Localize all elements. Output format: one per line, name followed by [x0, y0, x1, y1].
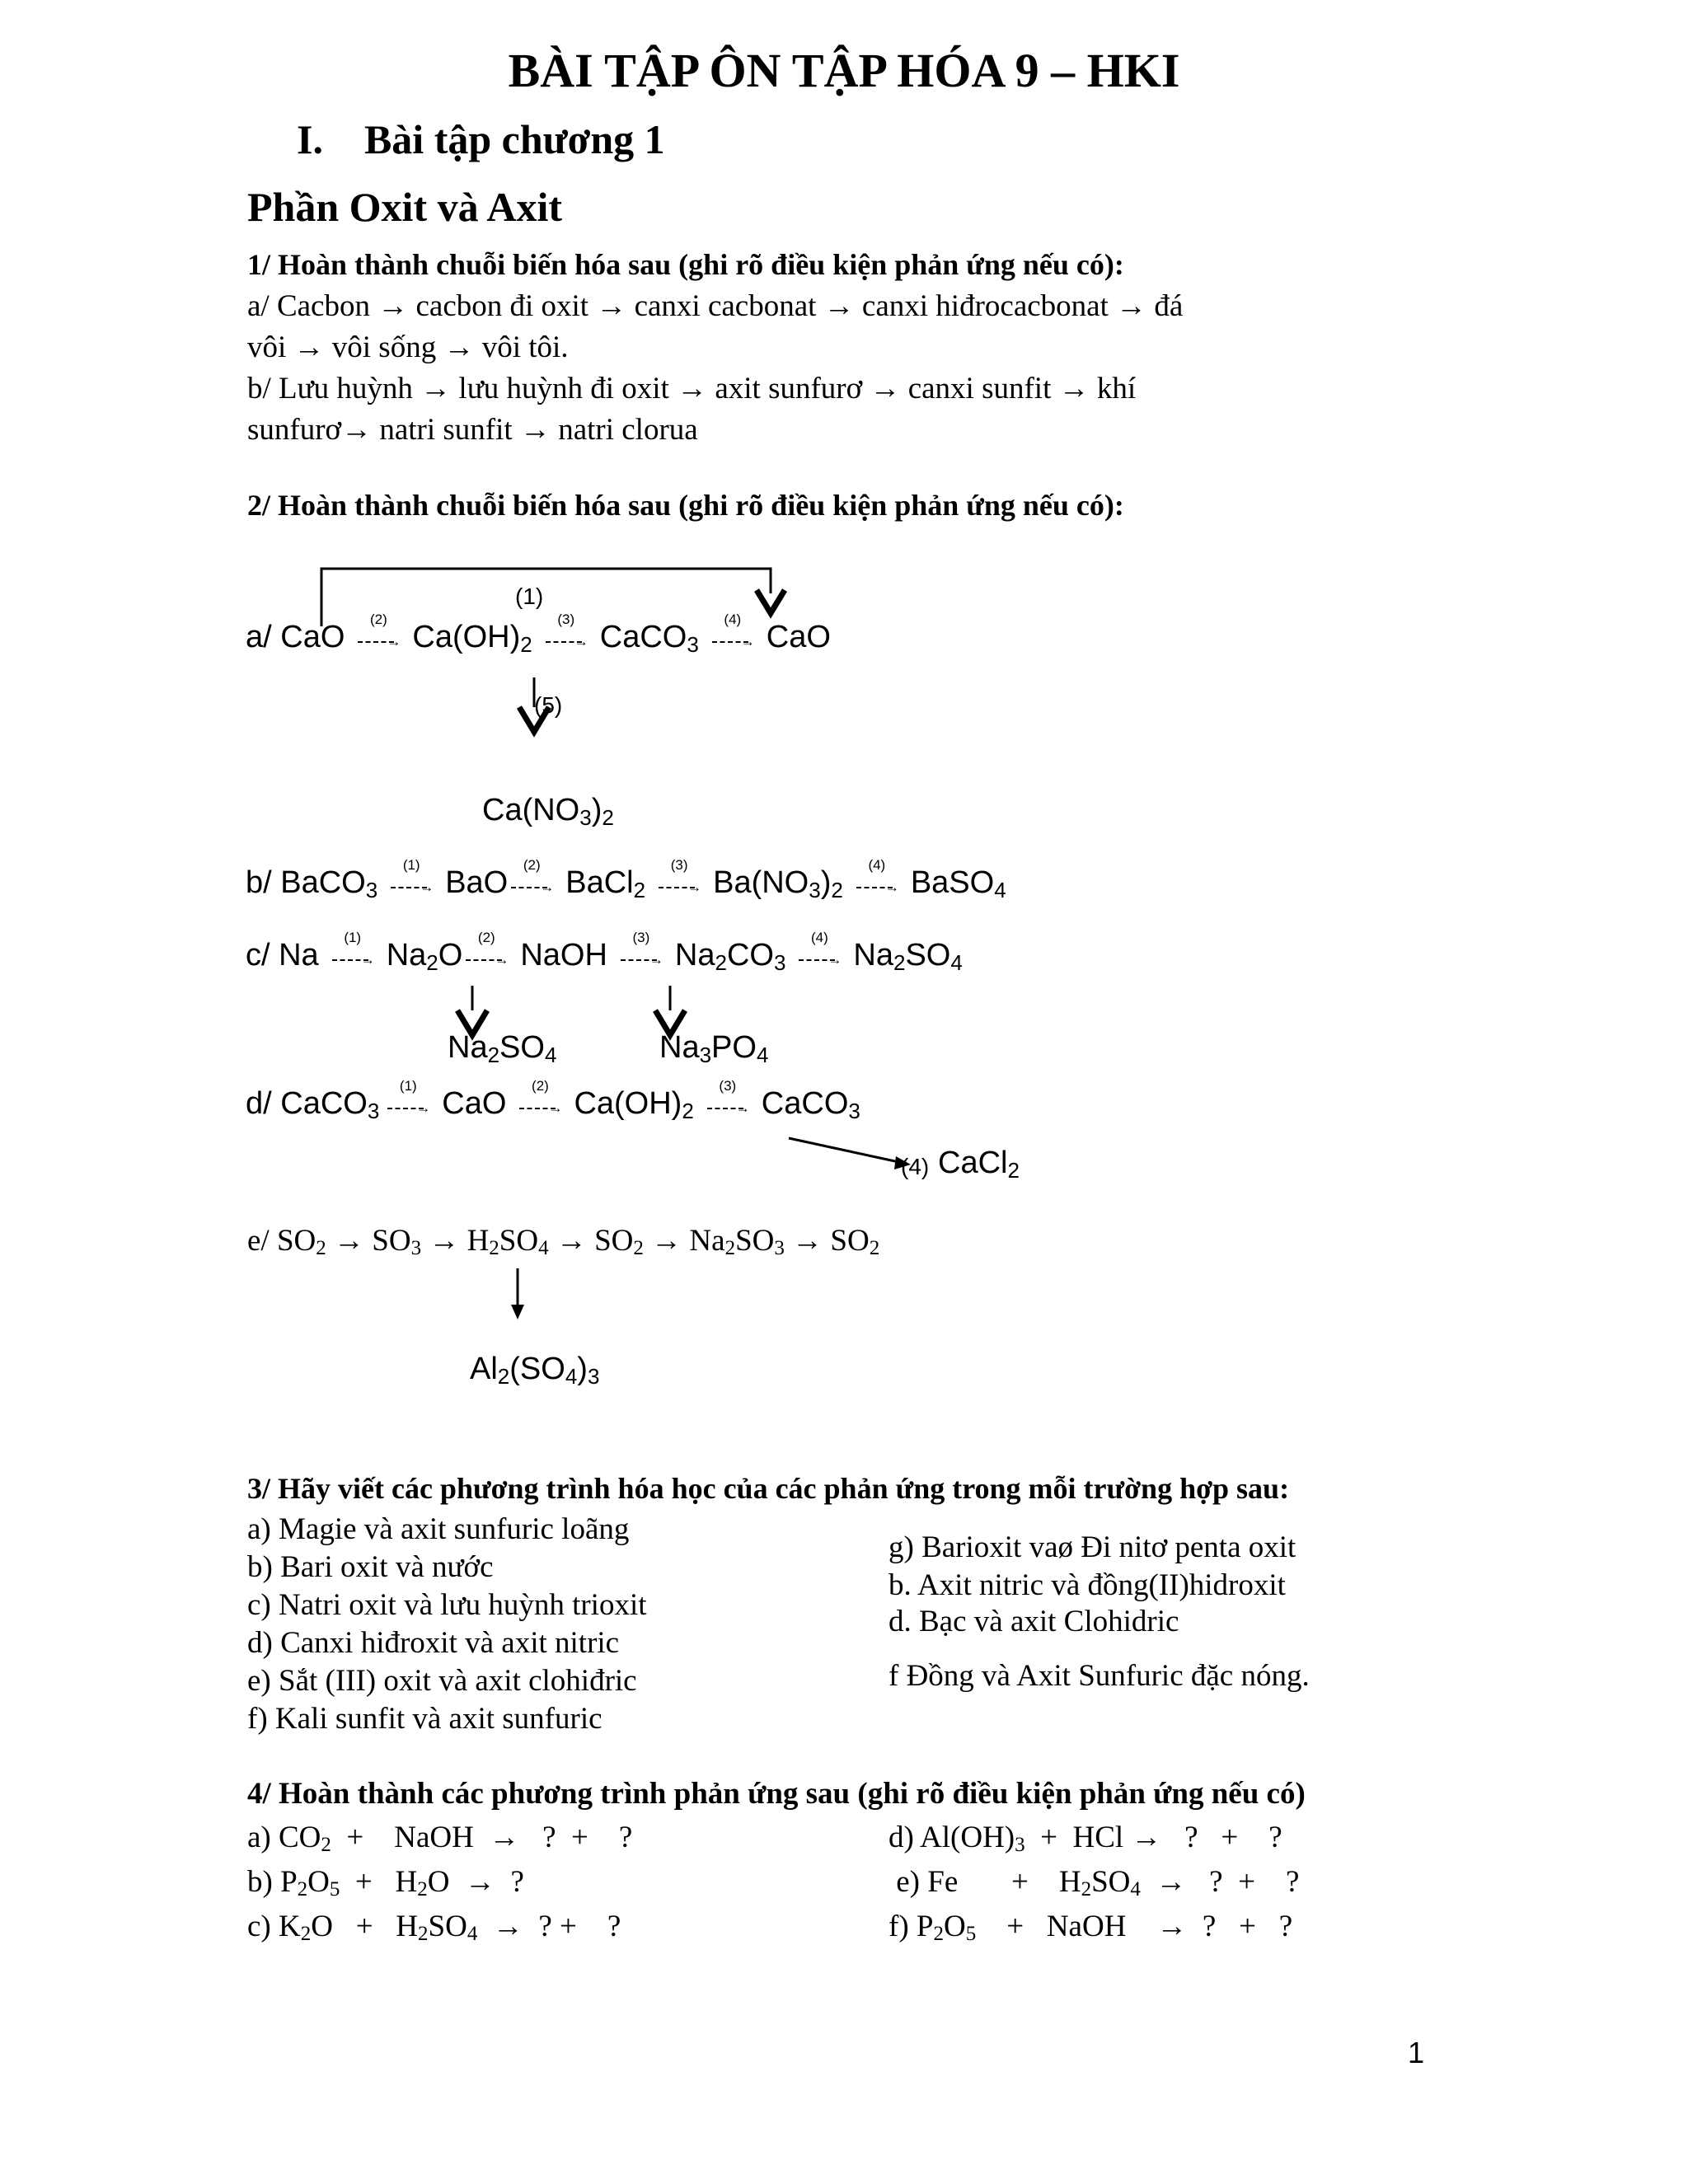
- arrow-label: (1): [402, 857, 420, 873]
- species-bano32: Ba(NO: [713, 865, 809, 900]
- species-bacl2: BaCl: [565, 865, 634, 900]
- arrow-1: (1) →: [329, 938, 377, 971]
- q4-heading-text: 4/ Hoàn thành các phương trình phản ứng sau (ghi rõ điều kiện phản ứng nếu có): [247, 1777, 1306, 1811]
- eq-part: e) Fe + H: [889, 1865, 1081, 1899]
- species-h2so4: H: [467, 1224, 490, 1258]
- q4-eq-b: b) $P_2O_5 + H_2O$ → ?: [247, 1865, 524, 1900]
- eq-part: O + H: [311, 1910, 419, 1943]
- branch-text: Al: [470, 1352, 498, 1386]
- eq-part: d) Al(OH): [889, 1821, 1015, 1854]
- species-cacl2: CaCl$_2$: [938, 1146, 1020, 1183]
- arrow-label: (1): [344, 930, 362, 945]
- scheme-e-prefix: e/ SO: [247, 1224, 316, 1258]
- species-na3po4-branch: $Na_3PO_4$: [659, 1030, 769, 1067]
- branch-text: Na: [659, 1030, 700, 1065]
- scheme-e: e/ $SO_2 \to SO_3 \to H_2SO_4 \to SO_2 \to Na_2SO_3 \to SO_2$: [247, 1224, 880, 1259]
- eq-part: c) K: [247, 1910, 301, 1943]
- q3-left-item: e) Sắt (III) oxit và axit clohiđric: [247, 1664, 637, 1698]
- arrow-4: (4) →: [709, 620, 757, 653]
- q3-left-item: f) Kali sunfit và axit sunfuric: [247, 1702, 603, 1736]
- branch-text: CaCl: [938, 1146, 1008, 1180]
- eq-part: O: [943, 1910, 966, 1943]
- q3-heading: 3/ Hãy viết các phương trình hóa học của các phản ứng trong mỗi trường hợp sau:: [247, 1472, 1290, 1505]
- species-cao: CaO: [766, 620, 831, 654]
- species-bao: BaO: [445, 865, 509, 900]
- species-na2so4: Na: [853, 938, 893, 972]
- arrow-2: (2) →: [516, 1086, 564, 1119]
- q3-left-item: d) Canxi hiđroxit và axit nitric: [247, 1626, 620, 1660]
- q4-eq-c: c) $K_2O + H_2SO_4$ → ? + ?: [247, 1910, 621, 1945]
- q3-right-item: f Đồng và Axit Sunfuric đặc nóng.: [889, 1659, 1310, 1693]
- species-caco3: CaCO: [599, 620, 687, 654]
- arrow-2: (2) →: [354, 620, 402, 653]
- eq-part: + NaOH → ? + ?: [976, 1910, 1293, 1943]
- arrow-4: (4) →: [795, 938, 843, 971]
- arrow-label: (4): [724, 612, 742, 627]
- arrow-label: (4): [868, 857, 886, 873]
- arrow-1: (1) →: [387, 865, 435, 898]
- arrow-3: (3) →: [617, 938, 665, 971]
- branch-text: Ca(NO: [482, 793, 580, 827]
- arrow-label: (2): [370, 612, 387, 627]
- scheme-c-prefix: c/ Na: [246, 938, 319, 972]
- arrow-label: (1): [399, 1078, 417, 1094]
- eq-part: SO: [428, 1910, 467, 1943]
- scheme-b: b/ BaCO$_3$ (1) → BaO (2) → BaCl$_2$ (3) → $Ba(NO_3)_2$ (4) → BaSO$_4$: [246, 857, 1006, 902]
- eq-part: + H: [340, 1865, 418, 1899]
- eq-part: f) P: [889, 1910, 934, 1943]
- arrow-label: (3): [632, 930, 650, 945]
- bracket-label: (1): [515, 583, 544, 609]
- arrow-label: (2): [477, 930, 495, 945]
- species-na2so4-branch: $Na_2SO_4$: [448, 1030, 557, 1067]
- species-caoh2: Ca(OH): [412, 620, 521, 654]
- arrow-label: (2): [523, 857, 541, 873]
- arrow-3: (3) →: [704, 1086, 752, 1119]
- eq-part: a) CO: [247, 1821, 321, 1854]
- eq-part: + HCl → ? + ?: [1025, 1821, 1282, 1854]
- arrow-label: (2): [532, 1078, 549, 1094]
- eq-part: O → ?: [427, 1865, 524, 1899]
- arrow-1: (1) →: [384, 1086, 432, 1119]
- q4-eq-d: d) $Al(OH)_3$ + HCl → ? + ?: [889, 1821, 1282, 1856]
- eq-part: O: [307, 1865, 330, 1899]
- species-naoh: NaOH: [520, 938, 607, 972]
- species-na2o: Na: [386, 938, 427, 972]
- branch-label: (4): [901, 1154, 930, 1179]
- scheme-d-prefix: d/ CaCO: [246, 1086, 368, 1121]
- q1-b-line2: sunfurơ→ natri sunfit → natri clorua: [247, 413, 698, 447]
- q1-b-line1: b/ Lưu huỳnh → lưu huỳnh đi oxit → axit sunfurơ → canxi sunfit → khí: [247, 372, 1137, 405]
- arrow-3: (3) →: [542, 620, 590, 653]
- species-cano32: $Ca(NO_3)_2$: [482, 793, 614, 830]
- eq-part: SO: [1091, 1865, 1131, 1899]
- scheme-d: d/ CaCO$_3$ (1) → CaO (2) → $Ca(OH)_2$ (3) → CaCO$_3$: [246, 1078, 860, 1123]
- species-cao: CaO: [442, 1086, 507, 1121]
- page-title: BÀI TẬP ÔN TẬP HÓA 9 – HKI: [508, 44, 1180, 97]
- scheme-c: c/ Na (1) → $Na_2O$ (2) → NaOH (3) → $Na_2CO_3$ (4) → $Na_2SO_4$: [246, 930, 963, 975]
- branch-text: Na: [448, 1030, 488, 1065]
- scheme-a-chain: a/ CaO (2) → $Ca(OH)_2$ (3) → CaCO$_3$ (4) → CaO: [246, 612, 831, 657]
- species-al2so43: $Al_2(SO_4)_3$: [470, 1352, 600, 1389]
- diagonal-arrow: [787, 1133, 919, 1174]
- arrow-2: (2) →: [462, 938, 510, 971]
- species-na2so3: Na: [689, 1224, 725, 1258]
- q3-left-item: c) Natri oxit và lưu huỳnh trioxit: [247, 1588, 647, 1622]
- q4-eq-a: a) $CO_2$ + NaOH → ? + ?: [247, 1821, 633, 1856]
- q3-left-item: a) Magie và axit sunfuric loãng: [247, 1512, 630, 1546]
- part-heading: Phần Oxit và Axit: [247, 184, 562, 230]
- species-baso4: BaSO: [910, 865, 995, 900]
- scheme-b-prefix: b/ BaCO: [246, 865, 366, 900]
- q2-heading: 2/ Hoàn thành chuỗi biến hóa sau (ghi rõ điều kiện phản ứng nếu có):: [247, 489, 1124, 522]
- down-arrow-h2so4: [503, 1265, 536, 1323]
- arrow-label: (3): [719, 1078, 737, 1094]
- q1-heading: 1/ Hoàn thành chuỗi biến hóa sau (ghi rõ điều kiện phản ứng nếu có):: [247, 248, 1124, 281]
- scheme-a-prefix: a/ CaO: [246, 620, 345, 654]
- arrow-4: (4) →: [853, 865, 901, 898]
- eq-part: b) P: [247, 1865, 298, 1899]
- arrow-2: (2) →: [508, 865, 556, 898]
- species-na2co3: Na: [674, 938, 715, 972]
- q3-right-item: d. Bạc và axit Clohidric: [889, 1605, 1179, 1638]
- q1-a-line1: a/ Cacbon → cacbon đi oxit → canxi cacbonat → canxi hiđrocacbonat → đá: [247, 289, 1184, 323]
- q1-a-line2: vôi → vôi sống → vôi tôi.: [247, 330, 569, 364]
- species-so2: SO: [830, 1224, 870, 1258]
- arrow-label: (4): [811, 930, 828, 945]
- branch-label: (5): [534, 692, 563, 718]
- arrow-label: (3): [670, 857, 688, 873]
- q4-eq-f: f) $P_2O_5$ + NaOH → ? + ?: [889, 1910, 1293, 1945]
- species-caco3: CaCO: [761, 1086, 849, 1121]
- eq-part: + NaOH → ? + ?: [331, 1821, 633, 1854]
- eq-part: → ? + ?: [477, 1910, 621, 1943]
- q3-right-item: g) Barioxit vaø Đi nitơ penta oxit: [889, 1530, 1296, 1564]
- arrow-label: (3): [557, 612, 575, 627]
- page-number: 1: [1408, 2036, 1425, 2069]
- species-so3: SO: [372, 1224, 411, 1258]
- arrow-3: (3) →: [655, 865, 703, 898]
- q3-left-item: b) Bari oxit và nước: [247, 1550, 494, 1584]
- species-so2: SO: [594, 1224, 634, 1258]
- species-caoh2: Ca(OH): [574, 1086, 682, 1121]
- eq-part: → ? + ?: [1140, 1865, 1300, 1899]
- q3-right-item: b. Axit nitric và đồng(II)hidroxit: [889, 1568, 1286, 1602]
- section-heading: I. Bài tập chương 1: [297, 116, 665, 162]
- q4-eq-e: e) Fe + $H_2SO_4$ → ? + ?: [889, 1865, 1300, 1900]
- q4-heading: [247, 1776, 1306, 1811]
